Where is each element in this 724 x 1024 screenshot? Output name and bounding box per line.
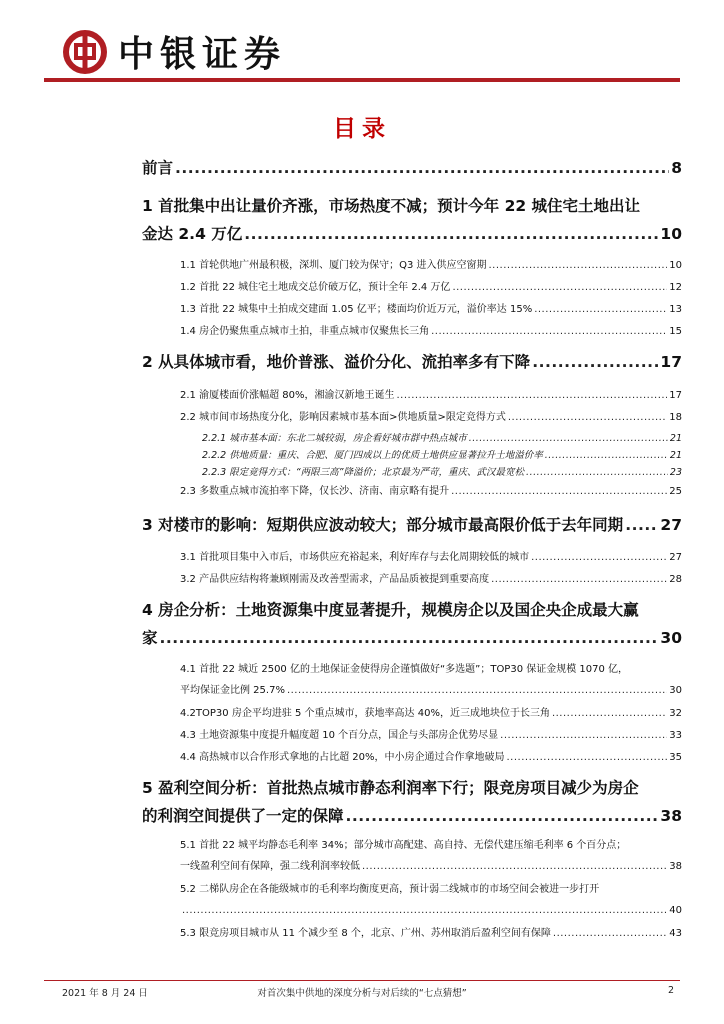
toc-entry-title: 1 首批集中出让量价齐涨，市场热度不减；预计今年 22 城住宅土地出让 (142, 197, 641, 215)
leader-dots (500, 728, 667, 744)
toc-page-number: 32 (669, 708, 682, 719)
toc-entry-title: 2.2.3 限定竞得方式：“两限三高”降溢价；北京最为严苛，重庆、武汉最宽松 (202, 467, 525, 478)
leader-dots (508, 410, 667, 426)
toc-page-number: 43 (669, 928, 682, 939)
toc-page-number: 12 (669, 282, 682, 293)
toc-page-number: 13 (669, 304, 682, 315)
toc-entry-level2[interactable] (142, 324, 682, 340)
toc-page-number: 15 (669, 326, 682, 337)
toc-entry-title: 1.3 首批 22 城集中土拍成交建面 1.05 亿平；楼面均价近万元，溢价率达 15% (180, 304, 533, 315)
toc-page-number: 25 (669, 486, 682, 497)
toc-entry-title: 1.2 首批 22 城住宅土地成交总价破万亿，预计全年 2.4 万亿 (180, 282, 451, 293)
toc-entry-level2[interactable] (142, 280, 682, 296)
toc-entry-level2[interactable] (142, 388, 682, 404)
toc-page-number: 21 (669, 450, 682, 461)
bank-of-china-logo-icon (62, 29, 108, 75)
toc-page-number: 10 (669, 260, 682, 271)
leader-dots (160, 626, 659, 650)
toc-entry-title: 1.1 首轮供地广州最积极，深圳、厦门较为保守；Q3 进入供应空窗期 (180, 260, 487, 271)
toc-entry-level2[interactable] (142, 258, 682, 274)
leader-dots (362, 859, 667, 875)
toc-entry-title: 3.1 首批项目集中入市后，市场供应充裕起来，利好库存与去化周期较低的城市 (180, 552, 530, 563)
toc-page-number: 28 (669, 574, 682, 585)
toc-entry-level2[interactable] (142, 572, 682, 588)
toc-page-number: 30 (669, 685, 682, 696)
toc-entry-title: 2.2.1 城市基本面：东北二城较弱，房企看好城市群中热点城市 (202, 433, 467, 444)
toc-page-number: 27 (660, 516, 682, 534)
toc-entry-title: 4.1 首批 22 城近 2500 亿的土地保证金使得房企谨慎做好“多选题”；TOP30 保证金规模 1070 亿， (180, 664, 629, 675)
brand-name: 中银证券 (118, 33, 287, 75)
toc-entry-level1[interactable] (142, 598, 682, 650)
toc-page-number: 17 (669, 390, 682, 401)
toc-entry-title: 2.3 多数重点城市流拍率下降，仅长沙、济南、南京略有提升 (180, 486, 450, 497)
toc-page-number: 23 (669, 467, 682, 478)
leader-dots (532, 350, 658, 374)
toc-entry-level2[interactable] (142, 728, 682, 744)
toc-entry-title: 4.2TOP30 房企平均进驻 5 个重点城市，获地率高达 40%，近三成地块位于长三角 (180, 708, 550, 719)
toc-page-number: 35 (669, 752, 682, 763)
leader-dots (553, 926, 667, 942)
leader-dots (526, 466, 668, 480)
leader-dots (469, 432, 668, 446)
toc-entry-title: 5.3 限竞房项目城市从 11 个减少至 8 个，北京、广州、苏州取消后盈利空间有保障 (180, 928, 551, 939)
toc-entry-title: 5.1 首批 22 城平均静态毛利率 34%；部分城市高配建、高自持、无偿代建压缩毛利率 6 个百分点； (180, 840, 627, 851)
toc-entry-title: 2.2.2 供地质量：重庆、合肥、厦门四成以上的优质土地供应显著拉升土地溢价率 (202, 450, 543, 461)
leader-dots (346, 804, 659, 828)
toc-entry-level1[interactable] (142, 194, 682, 246)
toc-entry-level2[interactable] (142, 706, 682, 722)
toc-entry-title: 4 房企分析：土地资源集中度显著提升，规模房企以及国企央企成最大赢 (142, 601, 639, 619)
toc-entry-title-cont: 家 (142, 629, 158, 647)
leader-dots (182, 903, 667, 919)
toc-entry-title: 2 从具体城市看，地价普涨、溢价分化、流拍率多有下降 (142, 353, 531, 371)
toc-entry-title: 4.3 土地资源集中度提升幅度超 10 个百分点，国企与头部房企优势尽显 (180, 730, 499, 741)
toc-entry-level1[interactable] (142, 156, 682, 180)
toc-entry-level1[interactable] (142, 513, 682, 537)
toc-entry-title: 1.4 房企仍聚焦重点城市土拍，非重点城市仅聚焦长三角 (180, 326, 430, 337)
leader-dots (545, 449, 668, 463)
footer-page-number: 2 (667, 985, 674, 996)
toc-entry-level2[interactable] (142, 484, 682, 500)
toc-entry-title: 5 盈利空间分析：首批热点城市静态利润率下行；限竞房项目减少为房企 (142, 779, 639, 797)
toc-entry-title: 3 对楼市的影响：短期供应波动较大；部分城市最高限价低于去年同期 (142, 516, 624, 534)
toc-entry-level2[interactable] (142, 838, 682, 875)
toc-page-number: 18 (669, 412, 682, 423)
toc-entry-title-cont: 的利润空间提供了一定的保障 (142, 807, 344, 825)
leader-dots (244, 222, 658, 246)
toc-entry-title: 2.1 渝厦楼面价涨幅超 80%，湘渝汉新地王诞生 (180, 390, 395, 401)
toc-page-number: 38 (669, 861, 682, 872)
leader-dots (491, 572, 667, 588)
toc-entry-level1[interactable] (142, 776, 682, 828)
toc-page-number: 21 (669, 433, 682, 444)
toc-entry-title: 3.2 产品供应结构将兼顾刚需及改善型需求，产品品质被提到重要高度 (180, 574, 490, 585)
toc-entry-title-cont: 一线盈利空间有保障，强二线利润率较低 (180, 861, 360, 872)
toc-entry-level2[interactable] (142, 750, 682, 766)
toc-page-number: 8 (671, 159, 682, 177)
toc-page-number: 40 (669, 905, 682, 916)
toc-entry-level2[interactable] (142, 662, 682, 699)
leader-dots (397, 388, 668, 404)
leader-dots (287, 683, 667, 699)
toc-page-number: 33 (669, 730, 682, 741)
footer-date: 2021 年 8 月 24 日 (62, 988, 148, 999)
toc-entry-level2[interactable] (142, 410, 682, 426)
toc-entry-title: 前言 (142, 159, 174, 177)
toc-entry-title: 4.4 高热城市以合作形式拿地的占比超 20%，中小房企通过合作拿地破局 (180, 752, 505, 763)
leader-dots (625, 513, 658, 537)
footer-rule (44, 980, 680, 981)
leader-dots (552, 706, 667, 722)
leader-dots (175, 156, 669, 180)
toc-entry-level3[interactable] (142, 466, 682, 480)
footer-report-title: 对首次集中供地的深度分析与对后续的“七点猜想” (257, 988, 467, 999)
leader-dots (452, 280, 667, 296)
leader-dots (534, 302, 667, 318)
toc-entry-level2[interactable] (142, 882, 682, 919)
toc-entry-title-cont: 平均保证金比例 25.7% (180, 685, 285, 696)
toc-entry-level2[interactable] (142, 550, 682, 566)
toc-page-number: 30 (660, 629, 682, 647)
toc-page-number: 10 (660, 225, 682, 243)
leader-dots (507, 750, 668, 766)
toc-entry-title: 2.2 城市间市场热度分化，影响因素城市基本面>供地质量>限定竞得方式 (180, 412, 506, 423)
toc-entry-level3[interactable] (142, 432, 682, 446)
toc-page-number: 38 (660, 807, 682, 825)
toc-entry-level3[interactable] (142, 449, 682, 463)
leader-dots (489, 258, 668, 274)
toc-page-number: 17 (660, 353, 682, 371)
leader-dots (431, 324, 667, 340)
toc-entry-title-cont: 金达 2.4 万亿 (142, 225, 243, 243)
toc-entry-level1[interactable] (142, 350, 682, 374)
leader-dots (451, 484, 667, 500)
toc-entry-level2[interactable] (142, 302, 682, 318)
leader-dots (531, 550, 667, 566)
toc-title: 目录 (333, 116, 391, 142)
toc-page-number: 27 (669, 552, 682, 563)
header-rule (44, 78, 680, 82)
toc-entry-level2[interactable] (142, 926, 682, 942)
toc-entry-title: 5.2 二梯队房企在各能级城市的毛利率均衡度更高，预计弱二线城市的市场空间会被进一步打开 (180, 884, 600, 895)
header-logo (62, 26, 286, 77)
